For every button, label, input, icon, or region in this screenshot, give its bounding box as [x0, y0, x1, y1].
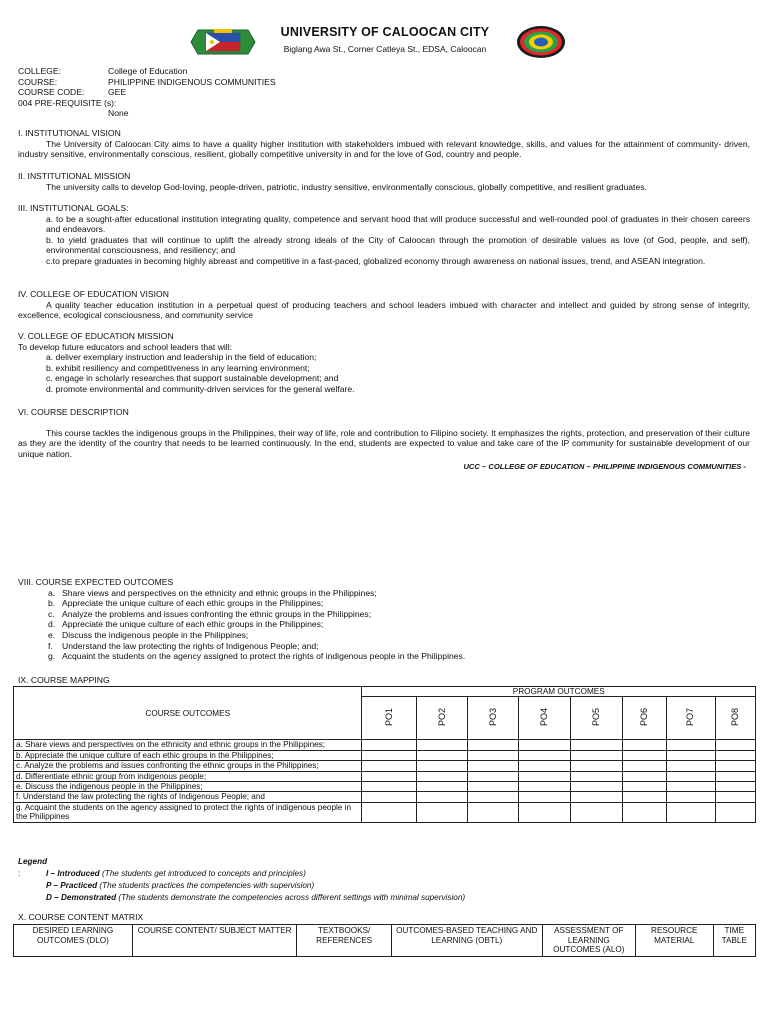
- legend-item: D – Demonstrated (The students demonstrate the competencies across different settings with minimal supervision): [46, 893, 466, 902]
- city-seal-logo: [188, 26, 258, 58]
- column-header: TIME TABLE: [713, 925, 756, 957]
- table-row: b. Appreciate the unique culture of each ethic groups in the Philippines;: [14, 750, 756, 760]
- column-header: ASSESSMENT OF LEARNING OUTCOMES (ALO): [542, 925, 635, 957]
- course-description-section: [18, 407, 750, 459]
- content-matrix-table: [13, 924, 756, 957]
- coe-mission-item: c. engage in scholarly researches that support sustainable development; and: [46, 373, 339, 384]
- university-seal-logo: [516, 24, 566, 60]
- legend-colon: :: [18, 869, 21, 878]
- program-outcomes-header: PROGRAM OUTCOMES: [362, 687, 756, 697]
- table-row: c. Analyze the problems and issues confronting the ethnic groups in the Philippines;: [14, 761, 756, 771]
- po-label: PO4: [539, 708, 549, 727]
- course-label: COURSE:: [18, 76, 58, 87]
- institutional-mission-section: [18, 171, 750, 192]
- institutional-vision-heading: I. INSTITUTIONAL VISION: [18, 128, 121, 138]
- course-outcomes-list: [18, 588, 750, 662]
- goal-item: b. to yield graduates that will continue to uplift the already strong ideals of the City of Caloocan through the promotion of desirable values as love (of God, people, and self), environmental consciousness, and resiliency; and: [46, 234, 750, 256]
- course-outcomes-section: [18, 577, 750, 662]
- list-item: d. Appreciate the unique culture of each ethic groups in the Philippines;: [48, 619, 324, 630]
- goal-item: a. to be a sought-after educational institution integrating quality, competence and servant hood that will produce successful and well-rounded pool of graduates in their chosen careers and endeavors.: [46, 213, 750, 235]
- legend-item: I – Introduced (The students get introduced to concepts and principles): [46, 869, 306, 878]
- list-item: a. Share views and perspectives on the ethnicity and ethnic groups in the Philippines;: [48, 587, 377, 598]
- course-outcomes-heading: VIII. COURSE EXPECTED OUTCOMES: [18, 577, 174, 587]
- table-row: f. Understand the law protecting the rights of Indigenous People; and: [14, 792, 756, 802]
- coe-vision-heading: IV. COLLEGE OF EDUCATION VISION: [18, 289, 169, 299]
- column-header: OUTCOMES-BASED TEACHING AND LEARNING (OBTL): [391, 925, 542, 957]
- table-row: a. Share views and perspectives on the ethnicity and ethnic groups in the Philippines;: [14, 740, 756, 750]
- column-header: DESIRED LEARNING OUTCOMES (DLO): [14, 925, 133, 957]
- institutional-vision-text: The University of Caloocan City aims to have a quality higher institution with stakeholders imbued with relevant knowledge, skills, and values for the attainment of community- driven, industry sensitive, environmentally conscious, resilient, globally competitive university in and for the love of God, country and people.: [18, 138, 750, 160]
- university-address: Biglang Awa St., Corner Catleya St., EDSA, Caloocan: [283, 44, 487, 54]
- coe-vision-text: A quality teacher education institution in a perpetual quest of producing teachers and school leaders imbued with character and intellect and guided by strong sense of integrity, excellence, ecological consciousness, and community service: [18, 299, 750, 321]
- prerequisite-value: None: [108, 108, 129, 118]
- list-item: c. Analyze the problems and issues confronting the ethnic groups in the Philippines;: [48, 608, 372, 619]
- table-row: g. Acquaint the students on the agency assigned to protect the rights of indigenous people in the Philippines: [14, 802, 756, 822]
- coe-mission-heading: V. COLLEGE OF EDUCATION MISSION: [18, 331, 174, 341]
- list-item: b. Appreciate the unique culture of each ethic groups in the Philippines;: [48, 598, 324, 609]
- content-matrix-heading: X. COURSE CONTENT MATRIX: [18, 912, 144, 922]
- college-value: College of Education: [108, 66, 188, 76]
- course-outcomes-header: COURSE OUTCOMES: [14, 687, 362, 740]
- po-label: PO2: [436, 708, 447, 727]
- table-row: e. Discuss the indigenous people in the Philippines;: [14, 782, 756, 792]
- course-description-heading: VI. COURSE DESCRIPTION: [18, 407, 129, 417]
- coe-vision-section: [18, 289, 750, 321]
- legend-item: P – Practiced (The students practices the competencies with supervision): [46, 881, 315, 890]
- list-item: f. Understand the law protecting the rights of Indigenous People; and;: [48, 640, 319, 651]
- prerequisite-label: 004 PRE-REQUISITE (s):: [18, 97, 117, 108]
- course-info: [18, 66, 276, 119]
- course-description-text: This course tackles the indigenous groups in the Philippines, their way of life, role and contribution to Filipino society. It emphasizes the rights, protection, and preservation of their culture as they are the identity of the country that needs to be learned continuously. In the end, students are expected to value and take care of the IP community for sustainable development of our unique nation.: [18, 427, 750, 459]
- institutional-mission-text: The university calls to develop God-loving, people-driven, patriotic, industry sensitive, environmentally conscious, globally competitive, and resilient graduates.: [46, 181, 647, 192]
- legend-title: Legend: [18, 857, 48, 866]
- po-label: PO3: [487, 708, 498, 727]
- institutional-vision-section: [18, 128, 750, 160]
- coe-mission-section: [18, 331, 750, 395]
- course-mapping-heading: IX. COURSE MAPPING: [18, 675, 110, 685]
- course-mapping-table: [13, 686, 756, 823]
- table-row: [14, 925, 756, 957]
- po-label: PO6: [638, 708, 649, 727]
- coe-mission-intro: To develop future educators and school leaders that will:: [18, 341, 233, 352]
- coe-mission-item: a. deliver exemplary instruction and leadership in the field of education;: [46, 352, 317, 363]
- university-name: UNIVERSITY OF CALOOCAN CITY: [280, 25, 490, 39]
- document-header: [0, 22, 768, 62]
- list-item: g. Acquaint the students on the agency assigned to protect the rights of indigenous people in the Philippines.: [48, 651, 466, 662]
- list-item: e. Discuss the indigenous people in the Philippines;: [48, 629, 249, 640]
- goal-item: c.to prepare graduates in becoming highly abreast and competitive in a fast-paced, globalized economy through awareness on national issues, trend, and ASEAN integration.: [46, 255, 706, 266]
- po-label: PO7: [685, 708, 696, 727]
- po-label: PO8: [729, 708, 740, 727]
- column-header: TEXTBOOKS/ REFERENCES: [297, 925, 391, 957]
- institutional-goals-section: [18, 203, 750, 267]
- institutional-mission-heading: II. INSTITUTIONAL MISSION: [18, 171, 131, 181]
- po-label: PO1: [383, 708, 394, 727]
- column-header: RESOURCE MATERIAL: [636, 925, 713, 957]
- course-code-label: COURSE CODE:: [18, 87, 85, 97]
- legend: [18, 856, 465, 904]
- institutional-goals-heading: III. INSTITUTIONAL GOALS:: [18, 203, 129, 213]
- column-header: COURSE CONTENT/ SUBJECT MATTER: [132, 925, 297, 957]
- course-code-value: GEE: [108, 87, 127, 97]
- coe-mission-item: b. exhibit resiliency and competitiveness in any learning environment;: [46, 362, 310, 373]
- college-label: COLLEGE:: [18, 66, 61, 76]
- coe-mission-item: d. promote environmental and community-driven services for the general welfare.: [46, 383, 355, 394]
- course-value: PHILIPPINE INDIGENOUS COMMUNITIES: [108, 76, 276, 87]
- page-footer-tag: UCC – COLLEGE OF EDUCATION – PHILIPPINE INDIGENOUS COMMUNITIES -: [463, 462, 746, 471]
- table-row: d. Differentiate ethnic group from indigenous people;: [14, 771, 756, 781]
- po-label: PO5: [590, 708, 601, 727]
